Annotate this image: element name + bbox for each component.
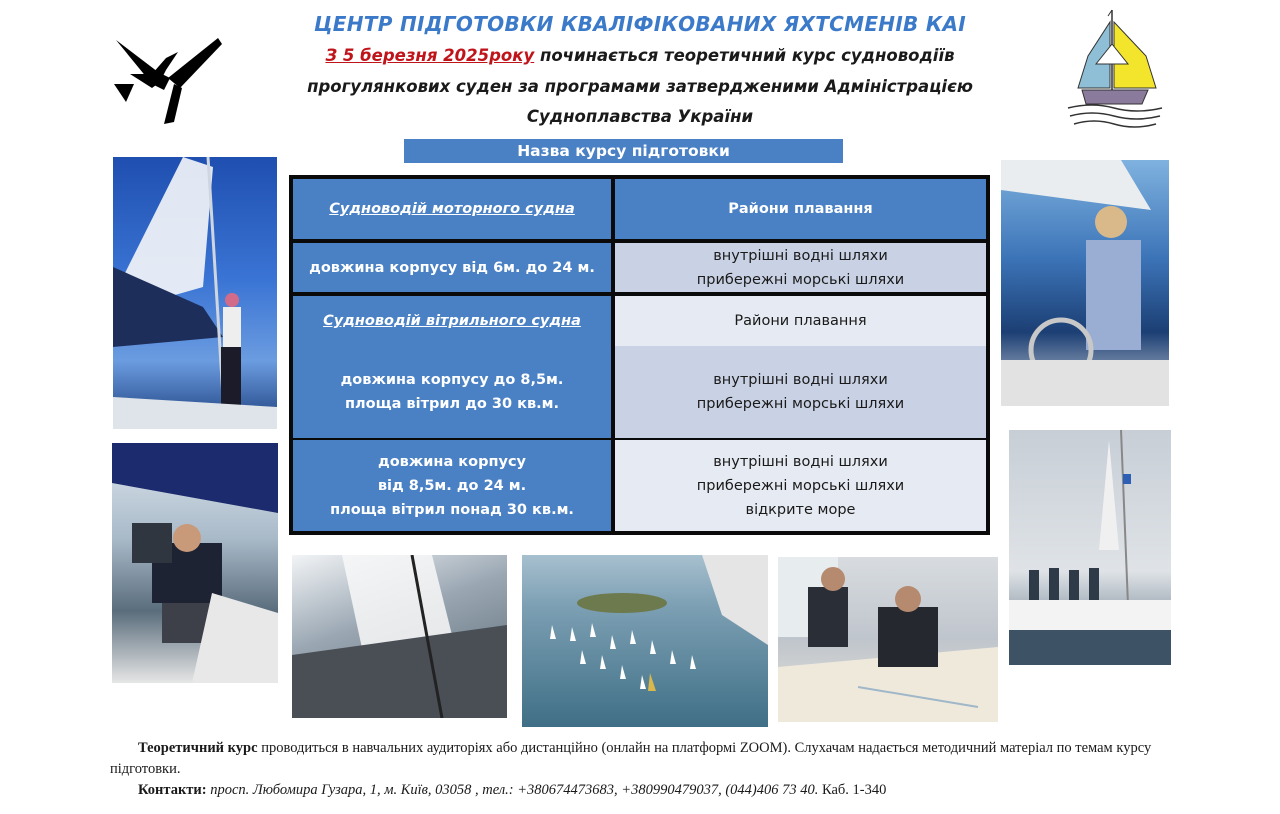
course-name-header: Назва курсу підготовки [404, 139, 843, 163]
center-title: ЦЕНТР ПІДГОТОВКИ КВАЛІФІКОВАНИХ ЯХТСМЕНІВ КАІ [313, 12, 967, 36]
sail-large-hull-cell: довжина корпусу від 8,5м. до 24 м. площа вітрил понад 30 кв.м. [293, 440, 611, 531]
photo-classroom [778, 557, 998, 722]
motor-course-title-link[interactable]: Судноводій моторного судна [329, 201, 575, 217]
photo-crew-deck [112, 443, 278, 683]
photo-regatta-aerial [522, 555, 768, 727]
motor-hull-length-cell: довжина корпусу від 6м. до 24 м. [293, 243, 611, 292]
motor-course-title-cell [293, 179, 611, 239]
photo-helm [1001, 160, 1169, 406]
course-description-bold: Теоретичний курс [138, 740, 258, 756]
photo-sails-sky [292, 555, 507, 718]
announcement-text: починається теоретичний курс судноводіїв [534, 46, 955, 65]
announcement-line-2: прогулянкових суден за програмами затвердженими Адміністрацією [307, 77, 973, 96]
announcement-line-1 [230, 46, 1050, 65]
motor-regions-header: Райони плавання [615, 179, 986, 239]
contacts-line [110, 780, 1170, 801]
contacts-address-phones: просп. Любомира Гузара, 1, м. Київ, 03058 , тел.: +380674473683, +380990479037, (044)406 73 40. [206, 782, 819, 798]
photo-sail-mast [113, 157, 277, 429]
courses-table [289, 175, 990, 535]
sail-small-regions-cell: внутрішні водні шляхи прибережні морські шляхи [615, 346, 986, 438]
contacts-label: Контакти: [138, 782, 207, 798]
announcement-line-3: Судноплавства України [526, 107, 754, 126]
motor-regions-cell: внутрішні водні шляхи прибережні морські шляхи [615, 243, 986, 292]
photo-catamaran-crew [1009, 430, 1171, 665]
course-description-text: проводиться в навчальних аудиторіях або дистанційно (онлайн на платформі ZOOM). Слухачам надається методичний матеріал по темам курсу підготовки. [110, 740, 1152, 777]
sail-small-hull-cell: довжина корпусу до 8,5м. площа вітрил до 30 кв.м. [293, 346, 611, 438]
contacts-room: Каб. 1-340 [818, 782, 887, 798]
sail-regions-header: Райони плавання [615, 296, 986, 346]
sail-large-regions-cell: внутрішні водні шляхи прибережні морські шляхи відкрите море [615, 440, 986, 531]
start-date: З 5 березня 2025року [325, 46, 535, 65]
yacht-club-logo-icon [1062, 8, 1168, 134]
airplane-logo-icon [112, 32, 224, 124]
sail-course-title-link[interactable]: Судноводій вітрильного судна [323, 313, 581, 329]
sail-course-title-cell [293, 296, 611, 346]
course-description [110, 738, 1170, 780]
